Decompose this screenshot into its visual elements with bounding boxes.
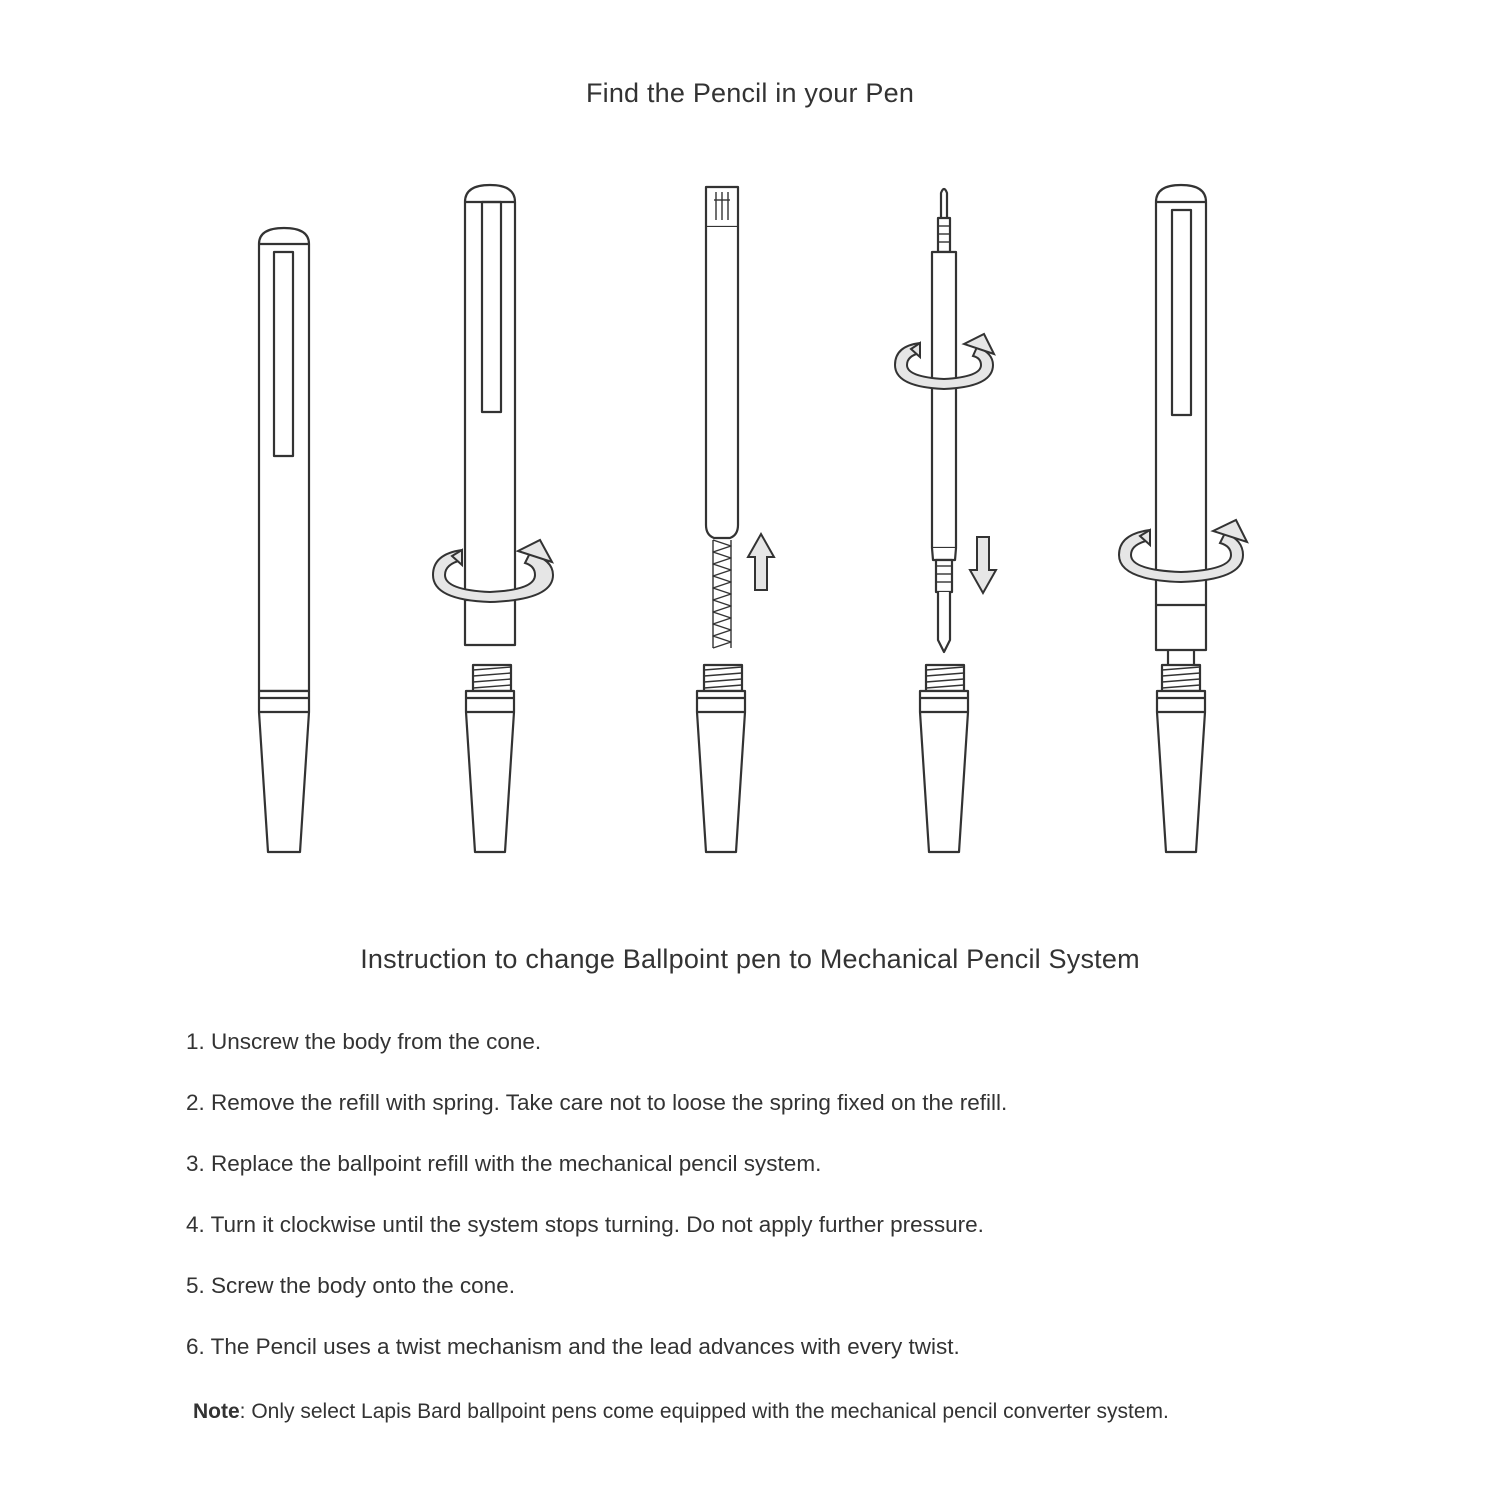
instructions-heading: Instruction to change Ballpoint pen to Mechanical Pencil System [360, 944, 1140, 974]
instruction-step: 2. Remove the refill with spring. Take care not to loose the spring fixed on the refill. [186, 1090, 1008, 1115]
instruction-step: 4. Turn it clockwise until the system stops turning. Do not apply further pressure. [186, 1212, 984, 1237]
refill-with-spring [697, 187, 745, 852]
note [193, 1400, 1443, 1424]
instruction-step: 1. Unscrew the body from the cone. [186, 1029, 542, 1054]
pen-unscrew [465, 185, 515, 852]
note-text: : Only select Lapis Bard ballpoint pens come equipped with the mechanical pencil converter system. [239, 1400, 1169, 1423]
pen-screw-on [1156, 185, 1206, 852]
arrow-up-icon [748, 534, 774, 590]
note-label: Note [193, 1400, 240, 1423]
arrow-down-icon [970, 537, 996, 593]
mechanical-pencil-system [920, 189, 968, 852]
instruction-step: 3. Replace the ballpoint refill with the mechanical pencil system. [186, 1151, 822, 1176]
pen-assembled [259, 228, 309, 852]
instruction-step: 5. Screw the body onto the cone. [186, 1273, 515, 1298]
instruction-list [186, 1026, 1386, 1392]
page-title: Find the Pencil in your Pen [585, 78, 915, 108]
instruction-step: 6. The Pencil uses a twist mechanism and the lead advances with every twist. [186, 1334, 960, 1359]
